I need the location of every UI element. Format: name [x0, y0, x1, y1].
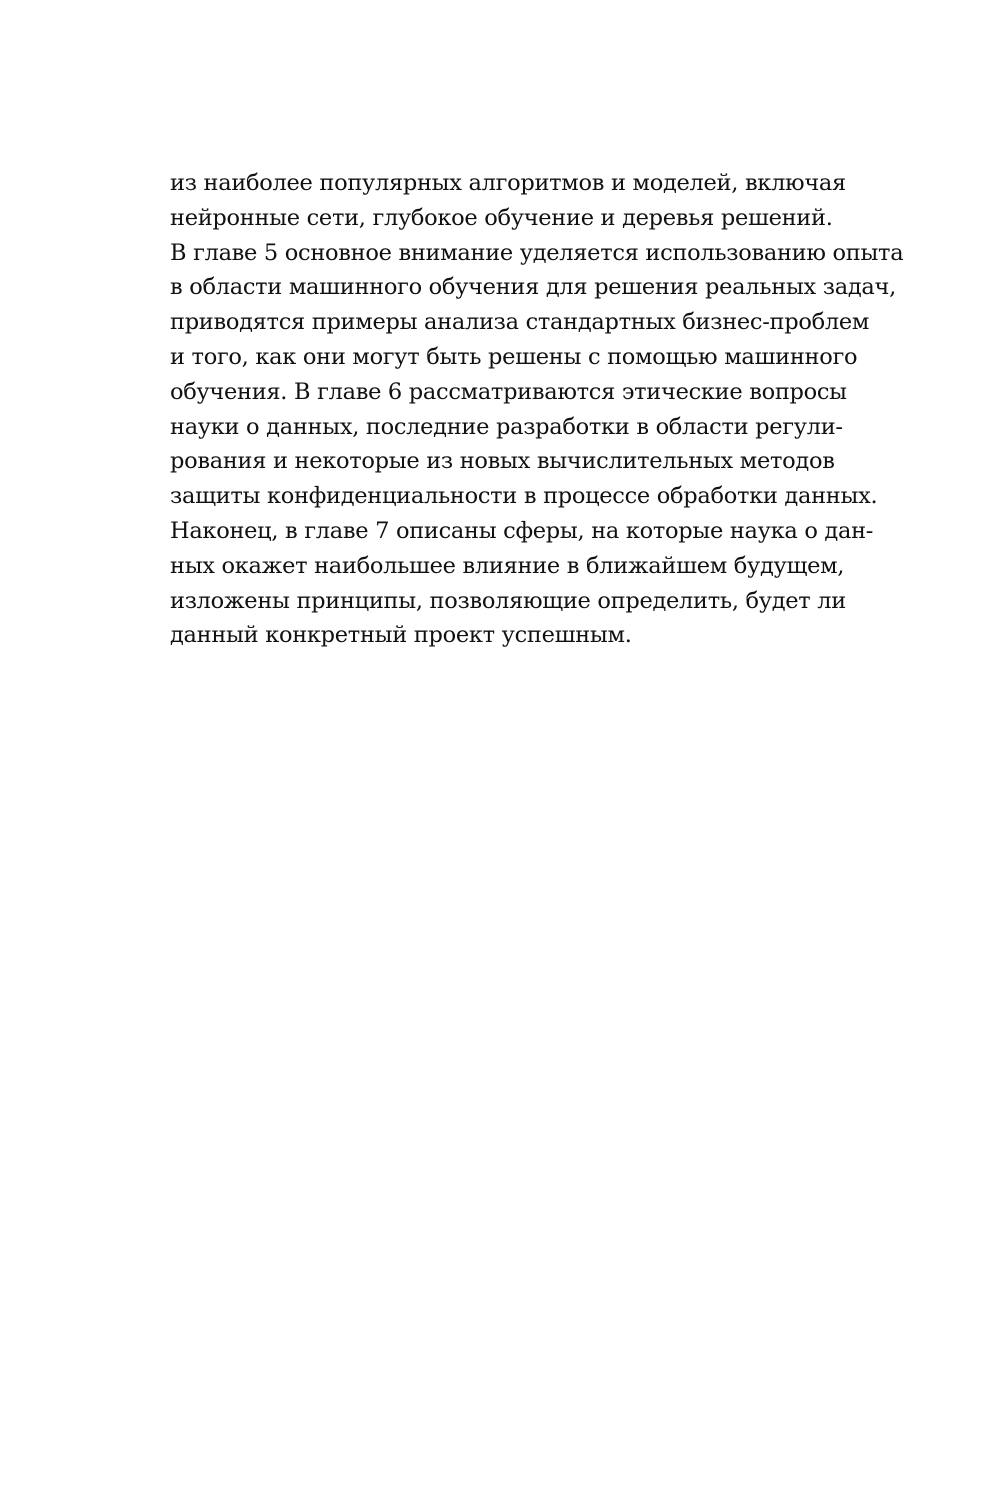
text-line: нейронные сети, глубокое обучение и деревья решений.	[170, 204, 833, 231]
text-line: в области машинного обучения для решения реальных задач,	[170, 274, 896, 301]
text-line: приводятся примеры анализа стандартных бизнес-проблем	[170, 309, 870, 336]
text-line: рования и некоторые из новых вычислительных методов	[170, 448, 835, 475]
text-line: обучения. В главе 6 рассматриваются этические вопросы	[170, 378, 847, 405]
text-line-last: данный конкретный проект успешным.	[170, 622, 632, 649]
text-line: изложены принципы, позволяющие определить, будет ли	[170, 587, 846, 614]
text-line: защиты конфиденциальности в процессе обработки данных.	[170, 483, 878, 510]
text-line: ных окажет наибольшее влияние в ближайшем будущем,	[170, 552, 845, 579]
body-paragraph	[170, 166, 904, 653]
text-line: из наиболее популярных алгоритмов и моделей, включая	[170, 170, 846, 196]
text-line: и того, как они могут быть решены с помощью машинного	[170, 343, 858, 370]
text-line: науки о данных, последние разработки в области регули-	[170, 413, 843, 440]
text-line: В главе 5 основное внимание уделяется использованию опыта	[170, 239, 904, 266]
text-line: Наконец, в главе 7 описаны сферы, на которые наука о дан-	[170, 517, 874, 544]
